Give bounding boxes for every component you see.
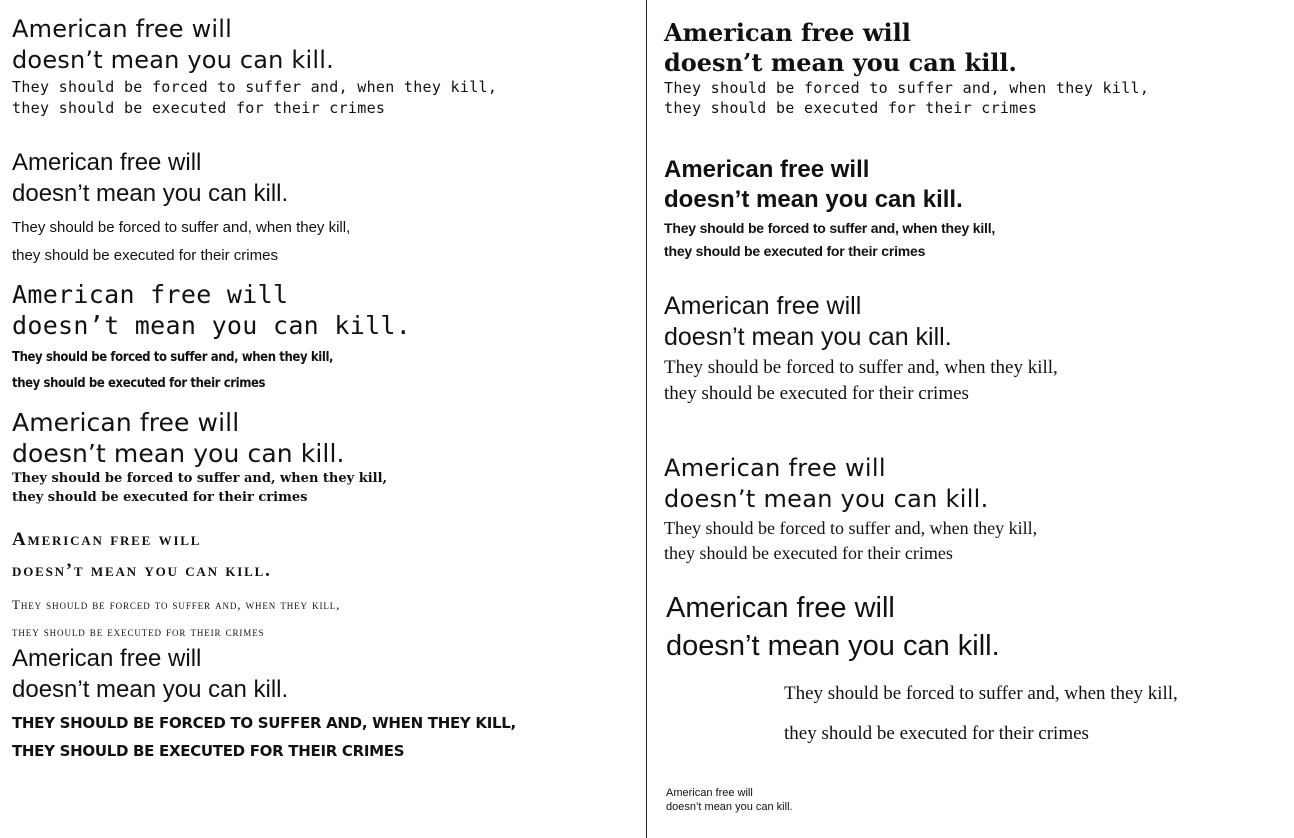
specimen-body-line-1: They should be forced to suffer and, when they kill, xyxy=(12,78,498,96)
specimen-heading-line-1: American free will xyxy=(664,18,911,47)
specimen-body-line-2: they should be executed for their crimes xyxy=(12,376,266,391)
specimen-body-line-1: They should be forced to suffer and, when they kill, xyxy=(784,683,1178,704)
specimen-heading-line-1: American free will xyxy=(664,156,870,183)
specimen-body-line-1: They should be forced to suffer and, when they kill, xyxy=(12,471,388,486)
specimen-body-line-1: They should be forced to suffer and, when they kill, xyxy=(664,220,996,236)
specimen-heading-line-2: doesn’t mean you can kill. xyxy=(664,48,1017,77)
specimen-heading-line-2: doesn’t mean you can kill. xyxy=(12,180,289,207)
specimen-heading-line-1: American free will xyxy=(12,408,240,437)
specimen-body-line-2: they should be executed for their crimes xyxy=(12,99,386,117)
type-specimen-12 xyxy=(666,786,793,814)
specimen-body-line-2: THEY SHOULD BE EXECUTED FOR THEIR CRIMES xyxy=(12,742,405,760)
type-specimen-8 xyxy=(664,155,995,261)
type-specimen-7 xyxy=(664,18,1149,118)
specimen-heading-line-2: doesn’t mean you can kill. xyxy=(664,186,963,213)
specimen-heading-line-1: American free will xyxy=(12,149,202,176)
specimen-body-line-1: THEY SHOULD BE FORCED TO SUFFER AND, WHEN THEY KILL, xyxy=(12,714,516,732)
specimen-heading-line-2: doesn’t mean you can kill. xyxy=(664,323,952,351)
specimen-heading-line-2: doesn’t mean you can kill. xyxy=(12,311,412,340)
type-specimen-3 xyxy=(12,279,411,393)
specimen-body-line-1: They should be forced to suffer and, when they kill, xyxy=(664,357,1058,378)
specimen-heading-line-1: American free will xyxy=(664,454,886,482)
type-specimen-1 xyxy=(12,14,497,118)
type-specimen-10 xyxy=(664,453,1037,565)
specimen-body-line-2: they should be executed for their crimes xyxy=(12,624,265,639)
specimen-heading-line-1: American free will xyxy=(12,529,202,550)
column-divider xyxy=(646,0,647,838)
specimen-heading-line-2: doesn’t mean you can kill. xyxy=(664,485,989,513)
specimen-body-line-2: they should be executed for their crimes xyxy=(664,243,926,259)
type-specimen-11 xyxy=(666,589,1178,745)
type-specimen-4 xyxy=(12,407,387,507)
specimen-body-line-1: They should be forced to suffer and, when they kill, xyxy=(664,79,1150,97)
specimen-heading-line-1: American free will xyxy=(12,280,289,309)
specimen-heading-line-1: American free will xyxy=(664,292,862,320)
specimen-heading-line-2: doesn’t mean you can kill. xyxy=(12,560,272,581)
type-specimen-2 xyxy=(12,147,350,265)
specimen-body-line-2: they should be executed for their crimes xyxy=(664,383,969,404)
specimen-heading-line-1: American free will xyxy=(666,592,895,624)
specimen-heading-line-1: American free will xyxy=(666,787,753,799)
type-specimen-6 xyxy=(12,643,516,761)
specimen-heading-line-2: doesn’t mean you can kill. xyxy=(12,676,289,703)
specimen-body-line-1: They should be forced to suffer and, when they kill, xyxy=(12,219,351,236)
specimen-heading-line-1: American free will xyxy=(12,15,233,43)
type-specimen-5 xyxy=(12,524,340,640)
specimen-body-line-2: they should be executed for their crimes xyxy=(12,490,308,505)
specimen-heading-line-1: American free will xyxy=(12,645,202,672)
specimen-heading-line-2: doesn’t mean you can kill. xyxy=(666,630,1000,662)
specimen-heading-line-2: doesn’t mean you can kill. xyxy=(666,801,793,813)
specimen-body-line-1: They should be forced to suffer and, when they kill, xyxy=(12,597,341,612)
specimen-body-line-2: they should be executed for their crimes xyxy=(12,247,278,264)
specimen-body-line-2: they should be executed for their crimes xyxy=(664,543,953,563)
specimen-body-line-1: They should be forced to suffer and, when they kill, xyxy=(12,350,334,365)
specimen-body-line-2: they should be executed for their crimes xyxy=(664,99,1038,117)
specimen-body-line-2: they should be executed for their crimes xyxy=(784,723,1089,744)
specimen-heading-line-2: doesn’t mean you can kill. xyxy=(12,439,345,468)
type-specimen-9 xyxy=(664,291,1058,405)
specimen-body-line-1: They should be forced to suffer and, when they kill, xyxy=(664,518,1038,538)
specimen-heading-line-2: doesn’t mean you can kill. xyxy=(12,46,334,74)
